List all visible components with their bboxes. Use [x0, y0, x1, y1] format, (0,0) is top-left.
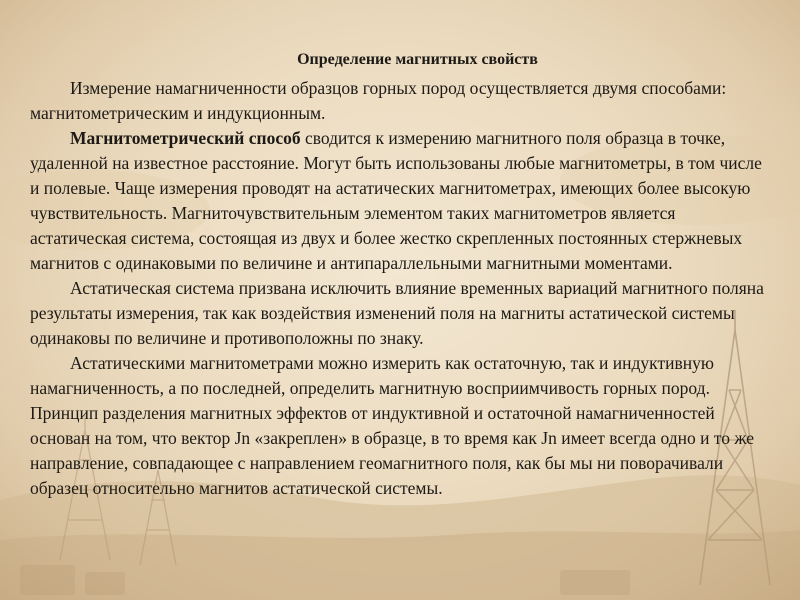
magnetometric-method-text: сводится к измерению магнитного поля образца в точке, удаленной на известное расстояние. Могут быть использованы любые магнитометры, в том числе и полевые. Чаще измерения проводят на астатических магнитометрах, имеющих более высокую чувствительность. Магниточувствительным элементом таких магнитометров является астатическая система, состоящая из двух и более жестко скрепленных постоянных стержневых магнитов с одинаковыми по величине и антипараллельными магнитными моментами. — [30, 128, 762, 273]
paragraph-magnetometric — [30, 126, 775, 276]
magnetometric-method-term: Магнитометрический способ — [70, 128, 301, 148]
slide-title: Определение магнитных свойств — [297, 51, 538, 68]
text-block — [30, 50, 775, 501]
paragraph-astatic-magnetometers: Астатическими магнитометрами можно измерить как остаточную, так и индуктивную намагниченность, а по последней, определить магнитную восприимчивость горных пород. Принцип разделения магнитных эффектов от индуктивной и остаточной намагниченностей основан на том, что вектор Jn «закреплен» в образце, в то время как Jn имеет всегда одно и то же направление, совпадающее с направлением геомагнитного поля, как бы мы ни поворачивали образец относительно магнитов астатической системы. — [30, 353, 755, 498]
paragraph-astatic-system: Астатическая система призвана исключить влияние временных вариаций магнитного поляна результаты измерения, так как воздействия изменений поля на магниты астатической системы одинаковы по величине и противоположны по знаку. — [30, 278, 764, 348]
paragraph-intro: Измерение намагниченности образцов горных пород осуществляется двумя способами: магнитометрическим и индукционным. — [30, 78, 727, 123]
